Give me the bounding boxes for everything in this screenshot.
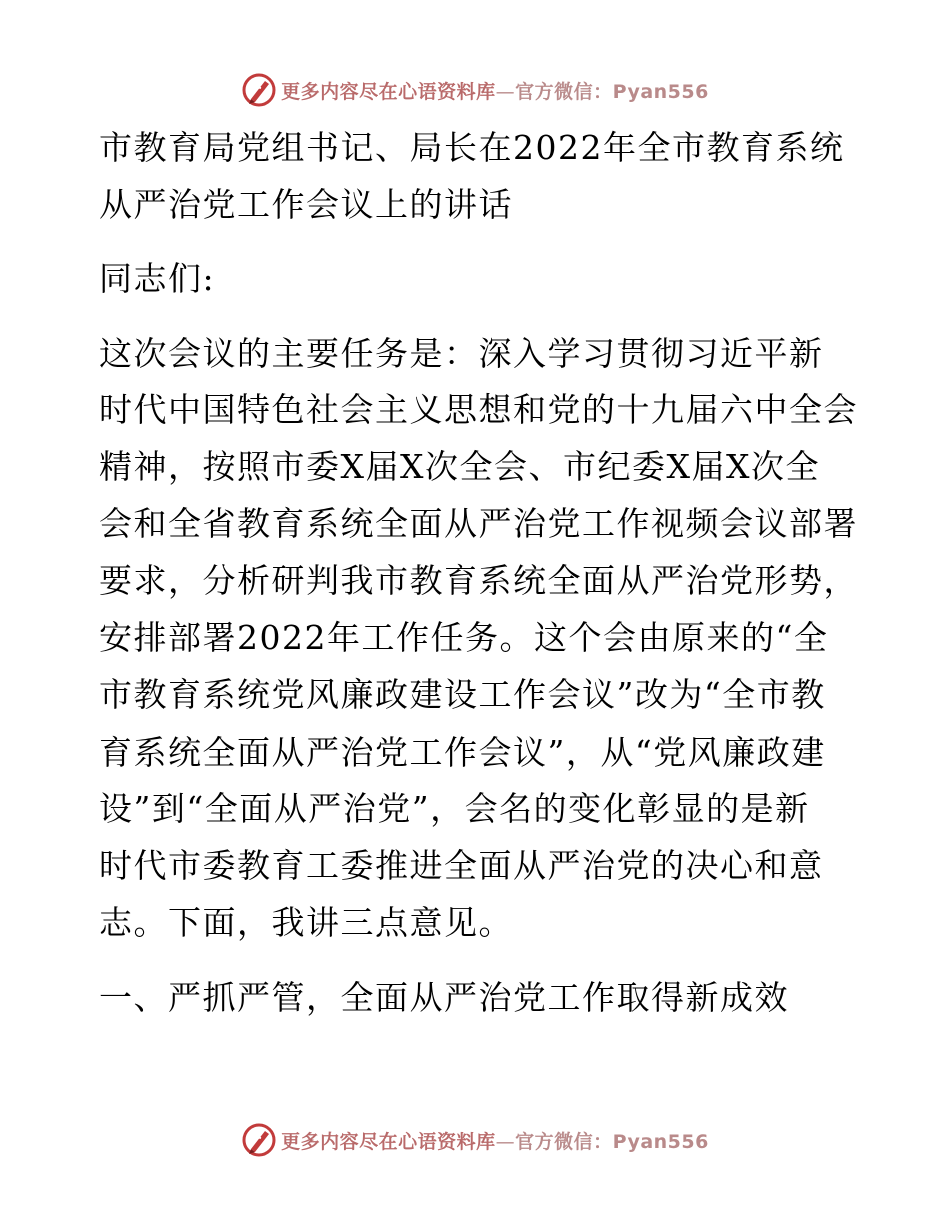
footer-watermark bbox=[0, 1118, 950, 1162]
paragraph-line-5: 要求，分析研判我市教育系统全面从严治党形势， bbox=[99, 561, 858, 600]
paragraph-line-10: 时代市委教育工委推进全面从严治党的决心和意 bbox=[99, 846, 824, 885]
paragraph-line-11: 志。下面，我讲三点意见。 bbox=[99, 903, 513, 942]
section-heading: 一、严抓严管，全面从严治党工作取得新成效 bbox=[99, 978, 789, 1017]
watermark-dash: — bbox=[495, 80, 516, 103]
watermark-main: 更多内容尽在心语资料库 bbox=[281, 80, 496, 103]
watermark-text bbox=[281, 1127, 709, 1154]
pen-logo-icon bbox=[241, 1122, 277, 1158]
paragraph-line-2: 时代中国特色社会主义思想和党的十九届六中全会 bbox=[99, 390, 858, 429]
title-line-2: 从严治党工作会议上的讲话 bbox=[99, 185, 513, 224]
paragraph-line-9: 设”到“全面从严治党”，会名的变化彰显的是新 bbox=[99, 789, 810, 828]
paragraph-line-7: 市教育系统党风廉政建设工作会议”改为“全市教 bbox=[99, 675, 826, 714]
watermark-dash: — bbox=[495, 1130, 516, 1153]
paragraph-line-4: 会和全省教育系统全面从严治党工作视频会议部署 bbox=[99, 504, 858, 543]
greeting: 同志们: bbox=[99, 259, 216, 298]
paragraph-line-8: 育系统全面从严治党工作会议”，从“党风廉政建 bbox=[99, 733, 826, 772]
paragraph-line-1: 这次会议的主要任务是：深入学习贯彻习近平新 bbox=[99, 334, 824, 373]
watermark-main: 更多内容尽在心语资料库 bbox=[281, 1130, 496, 1153]
paragraph-line-6: 安排部署2022年工作任务。这个会由原来的“全 bbox=[99, 618, 829, 657]
title-line-1: 市教育局党组书记、局长在2022年全市教育系统 bbox=[99, 128, 845, 167]
watermark-sub: 官方微信：Pyan556 bbox=[515, 1130, 709, 1153]
watermark-sub: 官方微信：Pyan556 bbox=[515, 80, 709, 103]
paragraph-line-3: 精神，按照市委X届X次全会、市纪委X届X次全 bbox=[99, 447, 820, 486]
